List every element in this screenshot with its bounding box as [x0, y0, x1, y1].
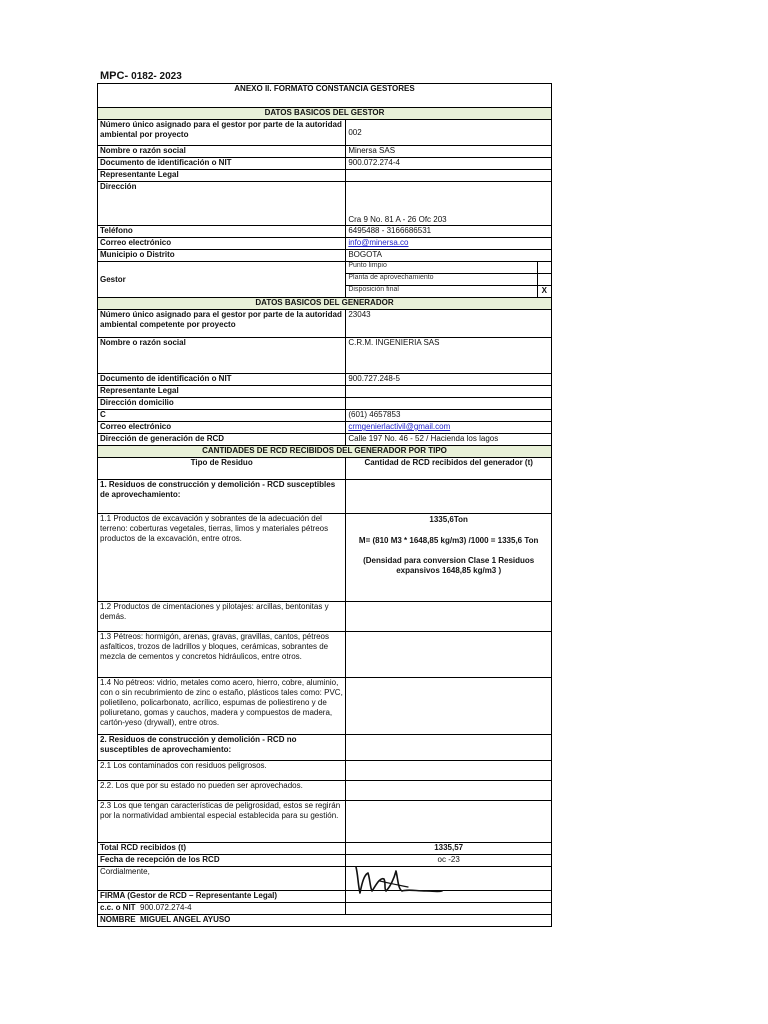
signature-image [350, 861, 460, 903]
generador-address-label: Dirección domicilio [98, 398, 346, 410]
gestor-rep-label: Representante Legal [98, 170, 346, 182]
annex-title: ANEXO II. FORMATO CONSTANCIA GESTORES [98, 84, 552, 108]
gestor-type-mark: X [537, 286, 551, 298]
item-2-3: 2.3 Los que tengan características de peligrosidad, estos se regirán por la normatividad ambiental especial establecida para su gestión. [98, 801, 346, 843]
total-value: 1335,57 [346, 843, 552, 855]
signature-cell [346, 867, 552, 891]
date-value: oc -23 [346, 855, 552, 867]
signer-name-label: NOMBRE [100, 915, 136, 924]
gestor-name-value: Minersa SAS [346, 146, 552, 158]
col-header-tipo: Tipo de Residuo [98, 458, 346, 480]
gestor-nit-label: Documento de identificación o NIT [98, 158, 346, 170]
gestor-id-value: 002 [346, 120, 552, 146]
generador-nit-value: 900.727.248-5 [346, 374, 552, 386]
generador-id-value: 23043 [346, 310, 552, 338]
generador-section-title: DATOS BASICOS DEL GENERADOR [98, 298, 552, 310]
closing-text: Cordialmente, [98, 867, 346, 891]
gestor-type-option: Punto limpio [346, 262, 537, 274]
item-1-1-quantity-cell [346, 514, 552, 602]
cc-label: c.c. o NIT [100, 903, 136, 912]
generador-phone-value: (601) 4657853 [346, 410, 552, 422]
generador-email-label: Correo electrónico [98, 422, 346, 434]
item-1-4-text: 1.4 No pétreos: vidrio, metales como acero, hierro, cobre, aluminio, con o sin recubrimiento de zinc o estaño, plásticos tales como: PVC, polietileno, policarbonato, acrílico, espumas de poliestireno y de poliuretano, gomas y cauchos, madera y compuestos de madera, cartón-yeso (drywall), entre otros. [100, 678, 343, 727]
item-1-1-qty: 1335,6Ton [429, 515, 468, 524]
item-2-2: 2.2. Los que por su estado no pueden ser aprovechados. [98, 781, 346, 801]
gestor-address-value: Cra 9 No. 81 A - 26 Ofc 203 [346, 182, 552, 226]
gestor-city-label: Municipio o Distrito [98, 250, 346, 262]
cc-row [98, 903, 346, 915]
generador-site-value: Calle 197 No. 46 - 52 / Hacienda los lagos [346, 434, 552, 446]
generador-address-value [346, 398, 552, 410]
signer-name-row [98, 915, 552, 927]
generador-rep-label: Representante Legal [98, 386, 346, 398]
generador-nit-label: Documento de identificación o NIT [98, 374, 346, 386]
group2-label: 2. Residuos de construcción y demolición - RCD no susceptibles de aprovechamiento: [98, 735, 346, 761]
item-1-2: 1.2 Productos de cimentaciones y pilotajes: arcillas, bentonitas y demás. [98, 602, 346, 632]
date-label: Fecha de recepción de los RCD [98, 855, 346, 867]
item-1-3: 1.3 Pétreos: hormigón, arenas, gravas, gravillas, cantos, pétreos asfalticos, trozos de ladrillos y bloques, cerámicas, sobrantes de mezcla de cementos y concretos hidráulicos, entre otros. [98, 632, 346, 678]
total-label: Total RCD recibidos (t) [98, 843, 346, 855]
generador-phone-label: C [98, 410, 346, 422]
gestor-id-label: Número único asignado para el gestor por parte de la autoridad ambiental por proyecto [98, 120, 346, 146]
signer-name-value: MIGUEL ANGEL AYUSO [140, 915, 231, 924]
gestor-type-mark [537, 262, 551, 274]
gestor-phone-value: 6495488 - 3166686531 [346, 226, 552, 238]
gestor-city-value: BOGOTA [346, 250, 552, 262]
gestor-type-option: Planta de aprovechamiento [346, 274, 537, 286]
gestor-type-label: Gestor [98, 262, 346, 298]
gestor-nit-value: 900.072.274-4 [346, 158, 552, 170]
item-1-1: 1.1 Productos de excavación y sobrantes de la adecuación del terreno: coberturas vegetales, tierras, limos y materiales pétreos productos de la excavación, entre otros. [98, 514, 346, 602]
gestor-email-label: Correo electrónico [98, 238, 346, 250]
gestor-type-mark [537, 274, 551, 286]
generador-name-value: C.R.M. INGENIERIA SAS [346, 338, 552, 374]
item-1-1-formula: M= (810 M3 * 1648,85 kg/m3) /1000 = 1335,6 Ton [358, 536, 539, 545]
gestor-phone-label: Teléfono [98, 226, 346, 238]
generador-email-link[interactable]: crmgenierlactivil@gmail.com [348, 422, 451, 431]
gestor-type-option: Disposición final [346, 286, 537, 298]
col-header-cantidad: Cantidad de RCD recibidos del generador (t) [346, 458, 552, 480]
gestor-address-label: Dirección [98, 182, 346, 226]
generador-rep-value [346, 386, 552, 398]
item-2-1: 2.1 Los contaminados con residuos peligrosos. [98, 761, 346, 781]
gestor-rep-value [346, 170, 552, 182]
document-code [100, 70, 182, 82]
cc-value: 900.072.274-4 [140, 903, 192, 912]
document-code-prefix: MPC- [100, 70, 129, 82]
gestor-name-label: Nombre o razón social [98, 146, 346, 158]
document-code-number: 0182- 2023 [131, 71, 182, 82]
signature-label: FIRMA (Gestor de RCD – Representante Legal) [98, 891, 346, 903]
item-1-1-note: (Densidad para conversion Clase 1 Residuos expansivos 1648,85 kg/m3 ) [363, 556, 535, 575]
cantidades-section-title: CANTIDADES DE RCD RECIBIDOS DEL GENERADOR POR TIPO [98, 446, 552, 458]
gestor-section-title: DATOS BASICOS DEL GESTOR [98, 108, 552, 120]
item-1-4 [98, 678, 346, 735]
generador-name-label: Nombre o razón social [98, 338, 346, 374]
generador-site-label: Dirección de generación de RCD [98, 434, 346, 446]
gestor-email-link[interactable]: info@minersa.co [348, 238, 409, 247]
group1-label: 1. Residuos de construcción y demolición - RCD susceptibles de aprovechamiento: [98, 480, 346, 514]
constancia-form [97, 83, 552, 927]
generador-id-label: Número único asignado para el gestor por parte de la autoridad ambiental competente por proyecto [98, 310, 346, 338]
